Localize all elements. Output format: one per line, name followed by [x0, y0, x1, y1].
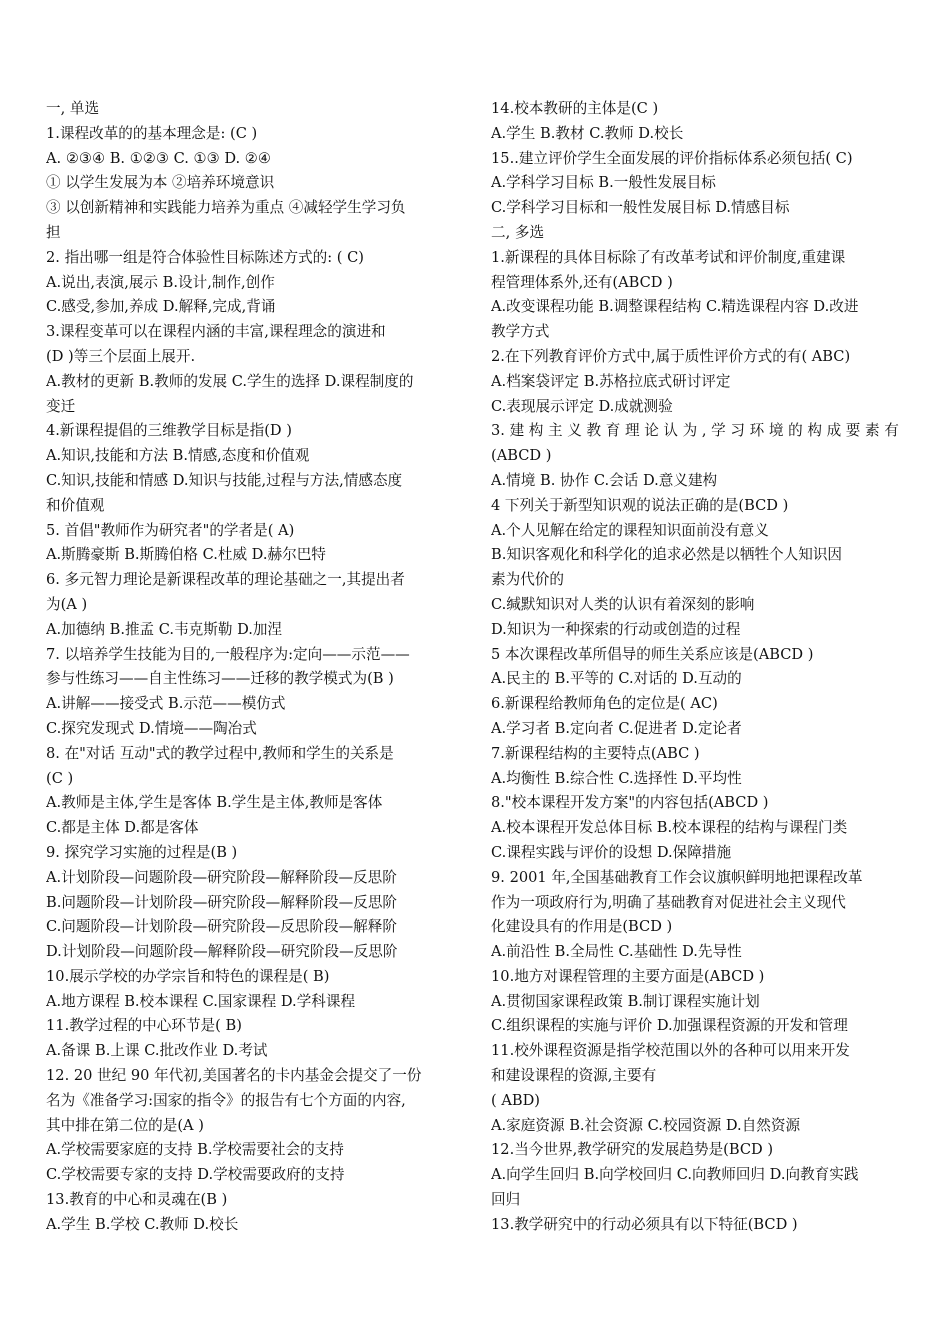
text-line: 担 — [46, 223, 61, 241]
text-line: A.讲解——接受式 B.示范——模仿式 — [46, 695, 286, 713]
text-line: A.学生 B.教材 C.教师 D.校长 — [491, 124, 684, 142]
text-line: A.计划阶段—问题阶段—研究阶段—解释阶段—反思阶 — [46, 868, 397, 886]
text-line: ① 以学生发展为本 ②培养环境意识 — [46, 174, 275, 192]
text-line: 素为代价的 — [491, 571, 564, 589]
right-text-column — [491, 97, 905, 1238]
text-line: 1.新课程的具体目标除了有改革考试和评价制度,重建课 — [491, 248, 846, 266]
text-line: 其中排在第二位的是(A ) — [46, 1116, 204, 1134]
text-line: A.知识,技能和方法 B.情感,态度和价值观 — [46, 447, 310, 465]
text-line: A.向学生回归 B.向学校回归 C.向教师回归 D.向教育实践 — [491, 1166, 859, 1184]
text-line: 10.展示学校的办学宗旨和特色的课程是( B) — [46, 967, 330, 985]
text-line: A.斯腾豪斯 B.斯腾伯格 C.杜威 D.赫尔巴特 — [46, 546, 326, 564]
text-line: C.表现展示评定 D.成就测验 — [491, 397, 673, 415]
text-line: A.学科学习目标 B.一般性发展目标 — [491, 174, 716, 192]
text-line: (ABCD ) — [491, 447, 552, 465]
text-line: 名为《准备学习:国家的指令》的报告有七个方面的内容, — [46, 1091, 406, 1109]
text-line: A.档案袋评定 B.苏格拉底式研讨评定 — [491, 372, 731, 390]
text-line: 回归 — [491, 1191, 521, 1209]
text-line: 和建设课程的资源,主要有 — [491, 1067, 657, 1085]
text-line: A.教材的更新 B.教师的发展 C.学生的选择 D.课程制度的 — [46, 372, 414, 390]
text-line: 4 下列关于新型知识观的说法正确的是(BCD ) — [491, 496, 789, 514]
text-line: (C ) — [46, 769, 74, 787]
text-line: A.学习者 B.定向者 C.促进者 D.定论者 — [491, 719, 742, 737]
text-line: 4.新课程提倡的三维教学目标是指(D ) — [46, 422, 292, 440]
text-line: C.组织课程的实施与评价 D.加强课程资源的开发和管理 — [491, 1017, 848, 1035]
text-line: C.缄默知识对人类的认识有着深刻的影响 — [491, 595, 755, 613]
text-line: C.都是主体 D.都是客体 — [46, 819, 199, 837]
text-line: 5 本次课程改革所倡导的师生关系应该是(ABCD ) — [491, 645, 814, 663]
text-line: 程管理体系外,还有(ABCD ) — [491, 273, 673, 291]
text-line: 和价值观 — [46, 496, 105, 514]
text-line: 3. 建 构 主 义 教 育 理 论 认 为 , 学 习 环 境 的 构 成 要 素 有 — [491, 422, 899, 440]
text-line: 化建设具有的作用是(BCD ) — [491, 918, 673, 936]
text-line: 9. 2001 年,全国基础教育工作会议旗帜鲜明地把课程改革 — [491, 868, 863, 886]
text-line: 一, 单选 — [46, 100, 100, 117]
text-line: C.学校需要专家的支持 D.学校需要政府的支持 — [46, 1166, 345, 1184]
text-line: A.说出,表演,展示 B.设计,制作,创作 — [46, 273, 275, 291]
text-line: A.贯彻国家课程政策 B.制订课程实施计划 — [491, 992, 760, 1010]
text-line: C.知识,技能和情感 D.知识与技能,过程与方法,情感态度 — [46, 471, 403, 489]
text-line: 9. 探究学习实施的过程是(B ) — [46, 843, 238, 861]
text-line: 8. 在"对话 互动"式的教学过程中,教师和学生的关系是 — [46, 744, 394, 762]
text-line: 10.地方对课程管理的主要方面是(ABCD ) — [491, 967, 765, 985]
text-line: A.学校需要家庭的支持 B.学校需要社会的支持 — [46, 1141, 344, 1159]
text-line: A.改变课程功能 B.调整课程结构 C.精选课程内容 D.改进 — [491, 298, 859, 316]
text-line: A.加德纳 B.推孟 C.韦克斯勒 D.加涅 — [46, 620, 283, 638]
text-line: ③ 以创新精神和实践能力培养为重点 ④减轻学生学习负 — [46, 199, 406, 217]
text-line: A. ②③④ B. ①②③ C. ①③ D. ②④ — [46, 149, 271, 167]
text-line: C.学科学习目标和一般性发展目标 D.情感目标 — [491, 199, 790, 217]
text-line: 6.新课程给教师角色的定位是( AC) — [491, 695, 718, 713]
text-line: (D )等三个层面上展开. — [46, 347, 196, 365]
text-line: 1.课程改革的的基本理念是: (C ) — [46, 124, 258, 142]
text-line: 5. 首倡"教师作为研究者"的学者是( A) — [46, 521, 295, 539]
text-line: 变迁 — [46, 397, 76, 415]
text-line: A.前沿性 B.全局性 C.基础性 D.先导性 — [491, 943, 742, 961]
text-line: 2.在下列教育评价方式中,属于质性评价方式的有( ABC) — [491, 347, 851, 365]
text-line: A.个人见解在给定的课程知识面前没有意义 — [491, 521, 769, 539]
text-line: 作为一项政府行为,明确了基础教育对促进社会主义现代 — [491, 893, 846, 911]
text-line: A.校本课程开发总体目标 B.校本课程的结构与课程门类 — [491, 819, 848, 837]
text-line: A.家庭资源 B.社会资源 C.校园资源 D.自然资源 — [491, 1116, 801, 1134]
text-line: 11.教学过程的中心环节是( B) — [46, 1017, 242, 1035]
text-line: C.课程实践与评价的设想 D.保障措施 — [491, 843, 732, 861]
text-line: 2. 指出哪一组是符合体验性目标陈述方式的: ( C) — [46, 248, 364, 266]
text-line: A.学生 B.学校 C.教师 D.校长 — [46, 1215, 239, 1233]
text-line: C.感受,参加,养成 D.解释,完成,背诵 — [46, 298, 276, 316]
text-line: A.地方课程 B.校本课程 C.国家课程 D.学科课程 — [46, 992, 356, 1010]
text-line: C.问题阶段—计划阶段—研究阶段—反思阶段—解释阶 — [46, 918, 397, 936]
text-line: B.问题阶段—计划阶段—研究阶段—解释阶段—反思阶 — [46, 893, 398, 911]
text-line: 11.校外课程资源是指学校范围以外的各种可以用来开发 — [491, 1042, 850, 1060]
text-line: B.知识客观化和科学化的追求必然是以牺牲个人知识因 — [491, 546, 843, 564]
text-line: 教学方式 — [491, 323, 550, 341]
text-line: 8."校本课程开发方案"的内容包括(ABCD ) — [491, 794, 769, 812]
text-line: 15..建立评价学生全面发展的评价指标体系必须包括( C) — [491, 149, 853, 167]
text-line: 6. 多元智力理论是新课程改革的理论基础之一,其提出者 — [46, 571, 405, 589]
text-line: D.计划阶段—问题阶段—解释阶段—研究阶段—反思阶 — [46, 943, 398, 961]
text-line: 14.校本教研的主体是(C ) — [491, 100, 659, 117]
text-line: 13.教育的中心和灵魂在(B ) — [46, 1191, 228, 1209]
text-line: A.均衡性 B.综合性 C.选择性 D.平均性 — [491, 769, 742, 787]
text-line: 7.新课程结构的主要特点(ABC ) — [491, 744, 700, 762]
text-line: C.探究发现式 D.情境——陶冶式 — [46, 719, 257, 737]
text-line: A.备课 B.上课 C.批改作业 D.考试 — [46, 1042, 268, 1060]
text-line: A.情境 B. 协作 C.会话 D.意义建构 — [491, 471, 718, 489]
text-line: A.教师是主体,学生是客体 B.学生是主体,教师是客体 — [46, 794, 383, 812]
text-line: D.知识为一种探索的行动或创造的过程 — [491, 620, 741, 638]
text-line: 12. 20 世纪 90 年代初,美国著名的卡内基金会提交了一份 — [46, 1067, 422, 1085]
text-line: 3.课程变革可以在课程内涵的丰富,课程理念的演进和 — [46, 323, 386, 341]
text-line: 13.教学研究中的行动必须具有以下特征(BCD ) — [491, 1215, 798, 1233]
text-line: 12.当今世界,教学研究的发展趋势是(BCD ) — [491, 1141, 774, 1159]
text-line: 7. 以培养学生技能为目的,一般程序为:定向——示范—— — [46, 645, 410, 663]
left-text-column — [46, 97, 460, 1238]
text-line: ( ABD) — [491, 1091, 540, 1109]
text-line: A.民主的 B.平等的 C.对话的 D.互动的 — [491, 670, 742, 688]
text-line: 为(A ) — [46, 595, 88, 613]
text-line: 二, 多选 — [491, 223, 545, 241]
text-line: 参与性练习——自主性练习——迁移的教学模式为(B ) — [46, 670, 394, 688]
